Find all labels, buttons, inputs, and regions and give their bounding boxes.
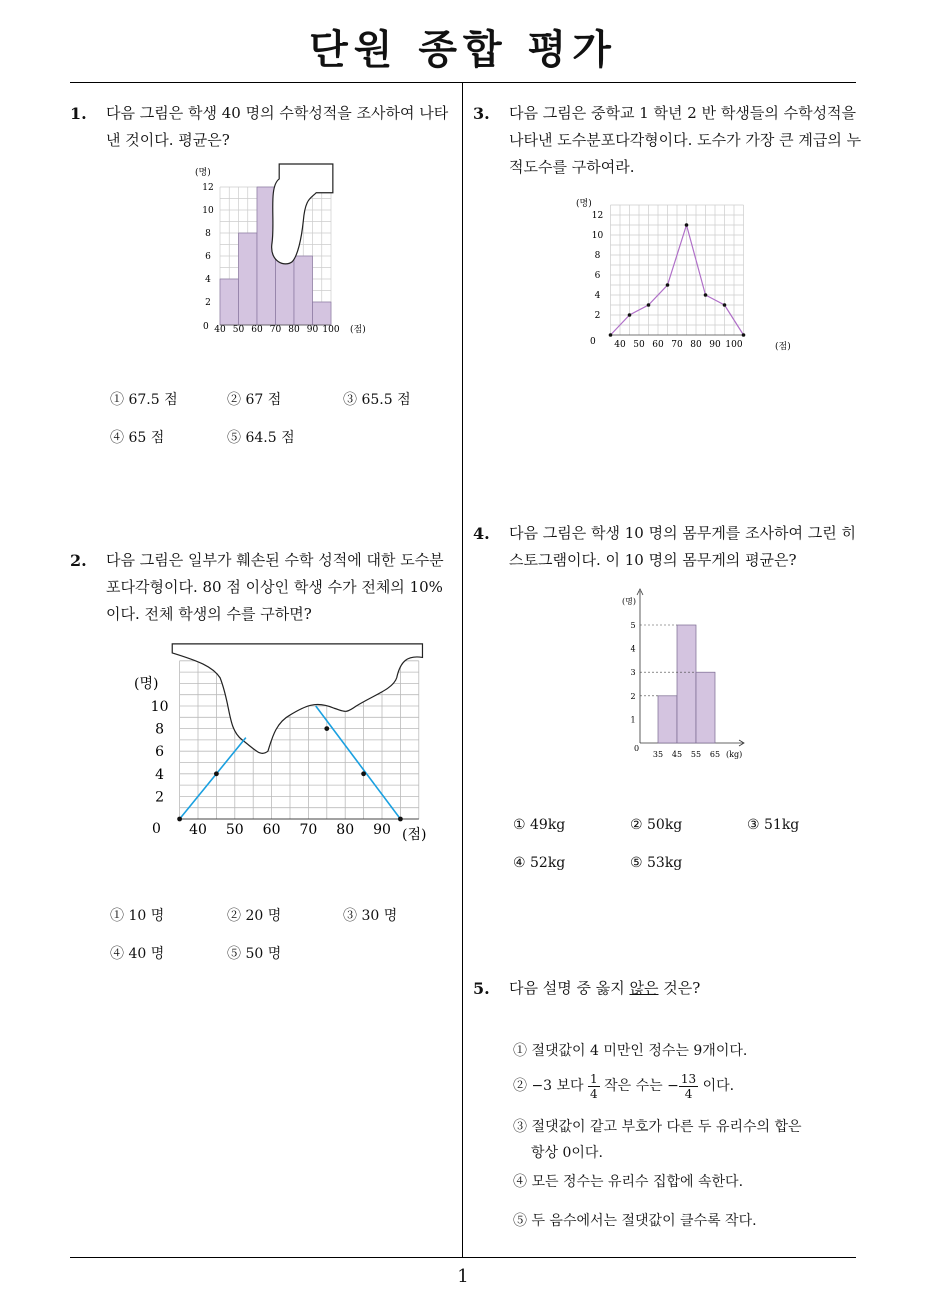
q1-option-2[interactable]: ② 67 점: [227, 392, 282, 408]
page-title: 단원 종합 평가: [309, 27, 617, 73]
x-tick-label: 65: [709, 750, 721, 759]
histogram-bar: [276, 256, 295, 325]
y-tick-label: 6: [205, 252, 211, 262]
y-tick-label: 10: [591, 231, 604, 241]
histogram-bar: [696, 672, 715, 743]
x-tick-label: 40: [214, 325, 226, 335]
origin-label: 0: [203, 322, 209, 332]
y-tick-label: 12: [591, 211, 604, 221]
y-tick-label: 10: [202, 206, 214, 216]
fraction-thirteen-quarters: $\frac{13}{4}$: [680, 1071, 697, 1101]
q2-polygon-chart: [134, 652, 440, 847]
q4-option-5[interactable]: ⑤ 53kg: [630, 855, 683, 871]
y-tick-label: 10: [150, 699, 169, 715]
y-tick-label: 6: [155, 744, 165, 761]
y-tick-label: 4: [594, 291, 601, 301]
y-unit-label: (명): [576, 199, 592, 209]
x-tick-label: 90: [373, 822, 391, 838]
q4-option-4[interactable]: ④ 52kg: [513, 855, 566, 871]
x-tick-label: 50: [633, 340, 645, 350]
x-tick-label: 70: [299, 822, 318, 838]
x-tick-label: 80: [288, 325, 300, 335]
data-point: [398, 817, 403, 822]
question-text: 다음 그림은 학생 40 명의 수학성적을 조사하여 나타낸 것이다. 평균은?: [106, 104, 449, 149]
x-tick-label: 100: [322, 325, 340, 335]
q2-option-3[interactable]: ③ 30 명: [343, 908, 398, 924]
y-tick-label: 4: [630, 644, 636, 654]
y-tick-label: 3: [630, 668, 636, 678]
y-tick-label: 4: [205, 275, 211, 285]
x-unit-label: (kg): [726, 750, 743, 759]
q2-option-4[interactable]: ④ 40 명: [110, 946, 165, 962]
chart-body: [630, 589, 744, 759]
q2-option-5[interactable]: ⑤ 50 명: [227, 946, 282, 962]
question-4: [473, 520, 863, 574]
origin-label: 0: [152, 821, 161, 837]
data-point: [609, 333, 613, 337]
x-unit-label: (점): [775, 342, 791, 352]
question-1: [70, 100, 455, 154]
data-point: [666, 283, 670, 287]
data-point: [647, 303, 651, 307]
y-tick-label: 5: [630, 621, 636, 630]
torn-edge: [172, 644, 422, 754]
x-unit-label: (점): [350, 325, 366, 335]
data-point: [742, 333, 746, 337]
bottom-rule: [70, 1257, 856, 1258]
histogram-bar: [677, 625, 696, 743]
question-number: 4.: [473, 524, 490, 543]
question-3: [473, 100, 863, 181]
q4-option-1[interactable]: ① 49kg: [513, 817, 566, 833]
x-unit-label: (점): [402, 827, 427, 843]
x-tick-label: 60: [262, 822, 281, 838]
q5-option-2[interactable]: ② −3 보다 $\frac{1}{4}$ 작은 수는 − $\frac{13}{4}$ 이다.: [513, 1071, 735, 1101]
y-tick-label: 2: [205, 298, 211, 308]
x-tick-label: 40: [614, 340, 626, 350]
question-5: [473, 975, 863, 1002]
y-tick-label: 8: [594, 251, 601, 261]
data-point: [214, 771, 219, 776]
q3-polygon-chart: [570, 195, 795, 355]
y-tick-label: 4: [155, 766, 165, 783]
x-tick-label: 90: [306, 325, 319, 335]
data-point: [704, 293, 708, 297]
q1-option-5[interactable]: ⑤ 64.5 점: [227, 430, 295, 446]
fraction-one-quarter: $\frac{1}{4}$: [590, 1071, 598, 1101]
torn-edge: [272, 164, 333, 264]
q5-option-5[interactable]: ⑤ 두 음수에서는 절댓값이 클수록 작다.: [513, 1213, 757, 1229]
x-tick-label: 55: [690, 750, 702, 759]
y-tick-label: 1: [630, 715, 636, 725]
data-point: [177, 817, 182, 822]
x-tick-label: 60: [652, 340, 664, 350]
histogram-bar: [313, 302, 332, 325]
x-tick-label: 80: [690, 340, 702, 350]
question-number: 3.: [473, 104, 490, 123]
data-point: [685, 223, 689, 227]
question-text: 다음 설명 중 옳지 않은 것은?: [509, 979, 701, 997]
q5-option-4[interactable]: ④ 모든 정수는 유리수 집합에 속한다.: [513, 1174, 744, 1190]
question-number: 5.: [473, 979, 490, 998]
origin-label: 0: [634, 744, 640, 753]
x-tick-label: 60: [251, 325, 263, 335]
q1-histogram: [185, 165, 380, 340]
question-text: 다음 그림은 학생 10 명의 몸무게를 조사하여 그린 히스토그램이다. 이 10 명의 몸무게의 평균은?: [509, 524, 857, 569]
q5-option-3[interactable]: ③ 절댓값이 같고 부호가 다른 두 유리수의 합은: [513, 1119, 802, 1135]
q2-option-1[interactable]: ① 10 명: [110, 908, 165, 924]
y-unit-label: (명): [134, 676, 159, 692]
q5-option-1[interactable]: ① 절댓값이 4 미만인 정수는 9개이다.: [513, 1043, 748, 1059]
x-tick-label: 35: [652, 750, 664, 759]
question-text: 다음 그림은 중학교 1 학년 2 반 학생들의 수학성적을 나타낸 도수분포다각형이다. 도수가 가장 큰 계급의 누적도수를 구하여라.: [509, 104, 862, 176]
y-unit-label: (명): [622, 597, 636, 606]
q4-option-2[interactable]: ② 50kg: [630, 817, 683, 833]
q1-option-1[interactable]: ① 67.5 점: [110, 392, 178, 408]
q4-option-3[interactable]: ③ 51kg: [747, 817, 800, 833]
x-tick-label: 90: [709, 340, 721, 350]
data-point: [324, 726, 329, 731]
histogram-bar: [658, 696, 677, 743]
data-point: [361, 771, 366, 776]
x-tick-label: 70: [671, 340, 683, 350]
x-tick-label: 50: [225, 822, 244, 838]
histogram-bar: [239, 233, 258, 325]
x-tick-label: 40: [189, 822, 207, 838]
question-2: [70, 547, 455, 628]
x-tick-label: 80: [336, 822, 355, 838]
origin-label: 0: [590, 337, 596, 347]
question-text: 다음 그림은 일부가 훼손된 수학 성적에 대한 도수분포다각형이다. 80 점 이상인 학생 수가 전체의 10% 이다. 전체 학생의 수를 구하면?: [106, 551, 444, 623]
q5-option-3-continued: 항상 0이다.: [531, 1145, 603, 1161]
y-tick-label: 6: [594, 271, 601, 281]
question-number: 1.: [70, 104, 87, 123]
y-tick-label: 2: [155, 789, 165, 806]
x-tick-label: 50: [232, 325, 245, 335]
q1-option-3[interactable]: ③ 65.5 점: [343, 392, 411, 408]
q2-option-2[interactable]: ② 20 명: [227, 908, 282, 924]
data-point: [628, 313, 632, 317]
top-rule: [70, 82, 856, 83]
underlined-word: 않은: [629, 979, 659, 997]
data-point: [723, 303, 727, 307]
x-tick-label: 100: [725, 340, 743, 350]
y-tick-label: 12: [202, 183, 214, 193]
histogram-bar: [294, 256, 313, 325]
y-tick-label: 8: [155, 721, 165, 738]
q1-option-4[interactable]: ④ 65 점: [110, 430, 165, 446]
question-number: 2.: [70, 551, 87, 570]
column-divider: [462, 83, 463, 1258]
y-tick-label: 2: [594, 311, 601, 321]
series-line: [180, 738, 246, 819]
x-tick-label: 70: [269, 325, 282, 335]
q4-histogram: [618, 585, 753, 765]
y-unit-label: (명): [195, 168, 211, 178]
y-tick-label: 2: [630, 691, 636, 701]
y-tick-label: 8: [205, 229, 211, 239]
x-tick-label: 45: [671, 750, 683, 759]
histogram-bar: [220, 279, 239, 325]
page-number: 1: [457, 1266, 469, 1287]
